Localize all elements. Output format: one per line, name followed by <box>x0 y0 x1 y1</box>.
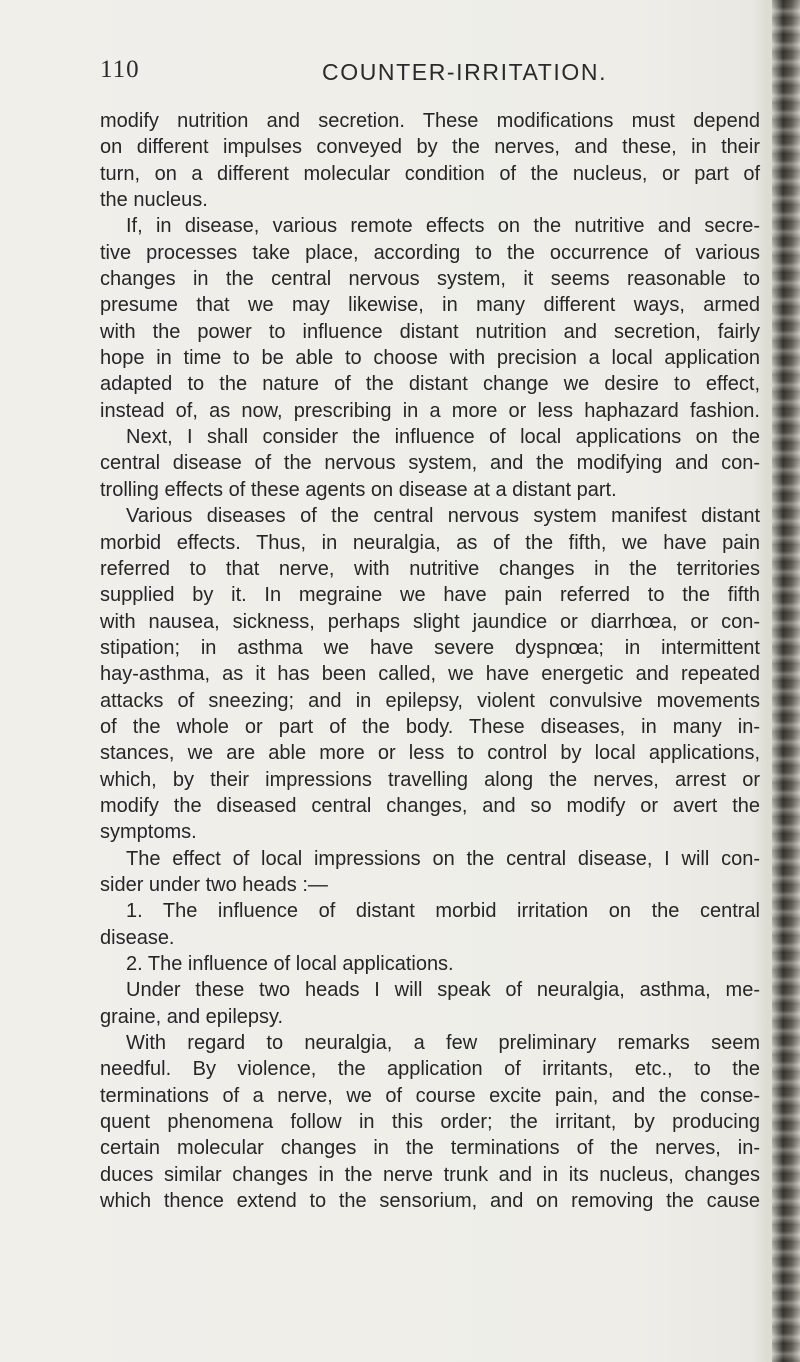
text-line: adapted to the nature of the distant change we desire to effect, <box>100 373 760 396</box>
text-line: 1. The influence of distant morbid irritation on the central <box>126 900 760 923</box>
text-line: Under these two heads I will speak of neuralgia, asthma, me- <box>126 979 760 1002</box>
page-number: 110 <box>100 56 140 83</box>
text-line: certain molecular changes in the terminations of the nerves, in- <box>100 1137 760 1160</box>
text-line: trolling effects of these agents on disease at a distant part. <box>100 478 617 501</box>
text-line: morbid effects. Thus, in neuralgia, as of the fifth, we have pain <box>100 531 760 554</box>
text-line: turn, on a different molecular condition of the nucleus, or part of <box>100 162 760 185</box>
text-line: hope in time to be able to choose with precision a local application <box>100 347 760 370</box>
text-line: needful. By violence, the application of irritants, etc., to the <box>100 1058 760 1081</box>
book-spine-edge <box>772 0 800 1362</box>
text-line: referred to that nerve, with nutritive changes in the territories <box>100 557 760 580</box>
text-line: attacks of sneezing; and in epilepsy, violent convulsive movements <box>100 689 760 712</box>
text-line: with nausea, sickness, perhaps slight jaundice or diarrhœa, or con- <box>100 610 760 633</box>
text-line: Next, I shall consider the influence of local applications on the <box>126 426 760 449</box>
text-line: modify the diseased central changes, and so modify or avert the <box>100 794 760 817</box>
text-line: central disease of the nervous system, and the modifying and con- <box>100 452 760 475</box>
text-line: sider under two heads :— <box>100 873 328 896</box>
text-line: which, by their impressions travelling along the nerves, arrest or <box>100 768 760 791</box>
text-line: quent phenomena follow in this order; the irritant, by producing <box>100 1111 760 1134</box>
text-line: hay-asthma, as it has been called, we have energetic and repeated <box>100 663 760 686</box>
text-line: Various diseases of the central nervous system manifest distant <box>126 505 760 528</box>
text-line: modify nutrition and secretion. These modifications must depend <box>100 110 760 132</box>
text-line: presume that we may likewise, in many different ways, armed <box>100 294 760 317</box>
body-text <box>100 108 760 1214</box>
text-line: instead of, as now, prescribing in a more or less haphazard fashion. <box>100 399 760 422</box>
text-line: With regard to neuralgia, a few preliminary remarks seem <box>126 1032 760 1055</box>
text-line: stipation; in asthma we have severe dyspnœa; in intermittent <box>100 636 760 659</box>
running-head: COUNTER-IRRITATION. <box>322 59 608 85</box>
text-line: tive processes take place, according to the occurrence of various <box>100 241 760 264</box>
text-line: supplied by it. In megraine we have pain referred to the fifth <box>100 584 760 607</box>
text-line: stances, we are able more or less to control by local applications, <box>100 742 760 765</box>
text-line: which thence extend to the sensorium, and on removing the cause <box>100 1190 760 1213</box>
text-line: of the whole or part of the body. These diseases, in many in- <box>100 715 760 738</box>
page-header <box>100 56 760 96</box>
text-line: The effect of local impressions on the central disease, I will con- <box>126 847 760 870</box>
text-line: terminations of a nerve, we of course excite pain, and the conse- <box>100 1084 760 1107</box>
text-line: with the power to influence distant nutrition and secretion, fairly <box>100 320 760 343</box>
text-line: on different impulses conveyed by the nerves, and these, in their <box>100 136 760 159</box>
text-line: disease. <box>100 926 175 949</box>
text-line: graine, and epilepsy. <box>100 1005 284 1028</box>
text-line: changes in the central nervous system, it seems reasonable to <box>100 268 760 291</box>
text-line: duces similar changes in the nerve trunk and in its nucleus, changes <box>100 1163 760 1186</box>
text-line: symptoms. <box>100 821 197 844</box>
text-line: the nucleus. <box>100 189 208 212</box>
text-line: If, in disease, various remote effects on the nutritive and secre- <box>126 215 760 238</box>
text-line: 2. The influence of local applications. <box>126 953 454 975</box>
